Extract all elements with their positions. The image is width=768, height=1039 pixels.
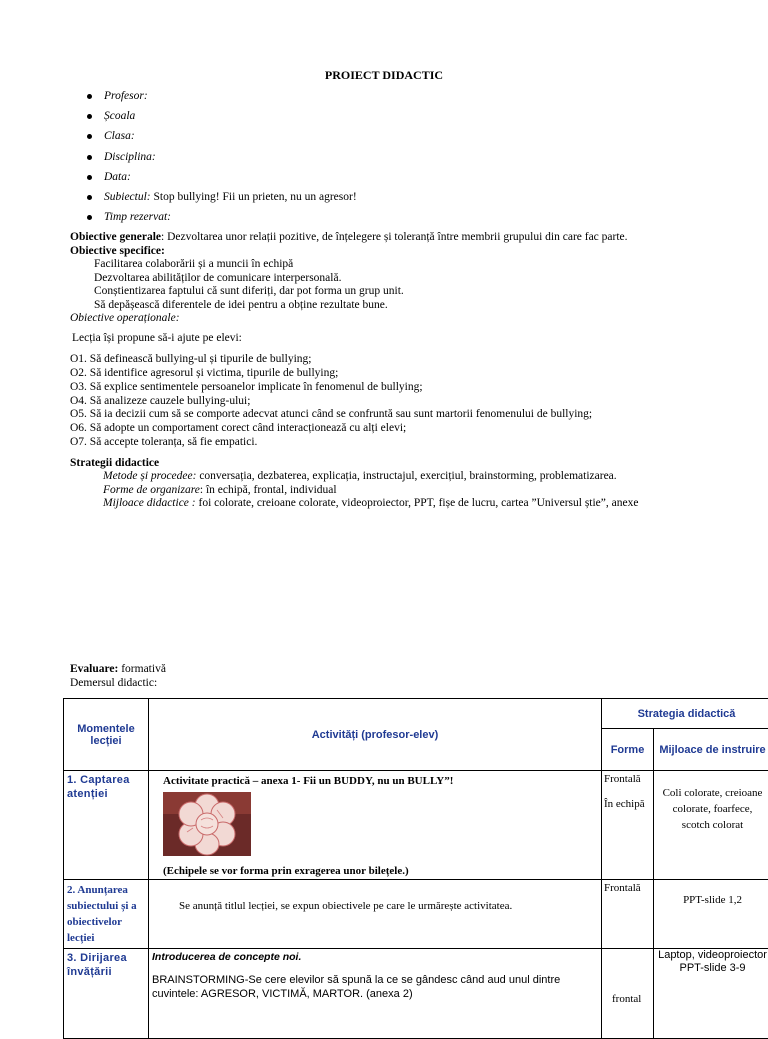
bullet-label: Clasa: (104, 130, 135, 142)
means-line (103, 496, 638, 510)
strategies-label: Strategii didactice (70, 456, 159, 470)
bullet-scoala (87, 109, 135, 123)
means-label: Mijloace didactice : (103, 497, 196, 509)
form-item: În echipă (604, 798, 651, 810)
lesson-plan-table (63, 698, 768, 1039)
methods-text: conversația, dezbaterea, explicația, instructajul, exercițiul, brainstorming, problematizarea. (196, 470, 616, 482)
table-row (64, 880, 768, 949)
activity-cell (149, 880, 602, 949)
general-objectives (70, 230, 628, 244)
bullet-timp (87, 210, 171, 224)
bullet-label: Disciplina: (104, 151, 156, 163)
lesson-intro: Lecția își propune să-i ajute pe elevi: (72, 331, 242, 345)
header-forms: Forme (602, 729, 654, 771)
general-objectives-label: Obiective generale (70, 231, 161, 243)
forms-cell (602, 949, 654, 1039)
objective-o5: O5. Să ia decizii cum să se comporte adecvat atunci când se confruntă sau sunt martorii fenomenului de bullying; (70, 407, 592, 421)
objective-o1: O1. Să definească bullying-ul și tipurile de bullying; (70, 352, 311, 366)
means-cell: Coli colorate, creioane colorate, foarfece, scotch colorat (654, 771, 768, 880)
forms-cell (602, 771, 654, 880)
objective-o4: O4. Să analizeze cauzele bullying-ului; (70, 394, 250, 408)
document-title: PROIECT DIDACTIC (0, 68, 768, 82)
bullet-dot (87, 215, 92, 220)
bullet-label: Profesor: (104, 90, 148, 102)
objective-o2: O2. Să identifice agresorul și victima, tipurile de bullying; (70, 366, 338, 380)
bullet-dot (87, 175, 92, 180)
objective-o6: O6. Să adopte un comportament corect când interacționează cu alți elevi; (70, 421, 406, 435)
bullet-data (87, 170, 131, 184)
bullet-clasa (87, 129, 135, 143)
objective-o3: O3. Să explice sentimentele persoanelor implicate în fenomenul de bullying; (70, 380, 423, 394)
bullet-dot (87, 195, 92, 200)
bullet-disciplina (87, 150, 156, 164)
bullet-label: Data: (104, 171, 131, 183)
specific-objective-item: Facilitarea colaborării și a muncii în echipă (94, 257, 293, 271)
table-row (64, 771, 768, 880)
specific-objective-item: Conștientizarea faptului că sunt diferiți, dar pot forma un grup unit. (94, 284, 404, 298)
bullet-profesor (87, 89, 148, 103)
forms-text: : în echipă, frontal, individual (200, 484, 337, 496)
specific-objective-item: Să depășească diferentele de idei pentru a obține rezultate bune. (94, 298, 388, 312)
forms-label: Forme de organizare (103, 484, 200, 496)
header-strategy: Strategia didactică (602, 699, 768, 729)
moment-cell: 3. Dirijarea învățării (64, 949, 149, 1039)
activity-cell (149, 949, 602, 1039)
bullet-label: Subiectul: (104, 191, 151, 203)
bullet-subiectul (87, 190, 357, 204)
header-means: Mijloace de instruire (654, 729, 768, 771)
table-row (64, 949, 768, 1039)
general-objectives-text: : Dezvoltarea unor relații pozitive, de înțelegere și toleranță între membrii grupului din care fac parte. (161, 231, 628, 243)
activity-title: Introducerea de concepte noi. (152, 951, 598, 963)
methods-label: Metode și procedee: (103, 470, 196, 482)
bullet-dot (87, 155, 92, 160)
form-item: Frontală (604, 773, 651, 785)
forms-cell (602, 880, 654, 949)
specific-objective-item: Dezvoltarea abilităților de comunicare interpersonală. (94, 271, 341, 285)
activity-text: BRAINSTORMING-Se cere elevilor să spună la ce se gândesc când aud unul dintre cuvintele: AGRESOR, VICTIMĂ, MARTOR. (anexa 2) (152, 973, 598, 1001)
bullet-dot (87, 134, 92, 139)
objective-o7: O7. Să accepte toleranța, să fie empatici. (70, 435, 257, 449)
means-text: foi colorate, creioane colorate, videoproiector, PPT, fișe de lucru, cartea ”Universul știe”, anexe (196, 497, 639, 509)
bullet-label: Timp rezervat: (104, 211, 171, 223)
means-cell: Laptop, videoproiector PPT-slide 3-9 (654, 949, 768, 1039)
activity-text: Se anunță titlul lecției, se expun obiectivele pe care le urmărește activitatea. (179, 900, 598, 912)
moment-cell: 2. Anunțarea subiectului și a obiectivelor lecției (64, 880, 149, 949)
bullet-value: Stop bullying! Fii un prieten, nu un agresor! (151, 191, 357, 203)
activity-cell (149, 771, 602, 880)
bullet-label: Școala (104, 110, 135, 122)
means-cell: PPT-slide 1,2 (654, 880, 768, 949)
operational-objectives-label: Obiective operaționale: (70, 311, 180, 325)
demers-label: Demersul didactic: (70, 676, 157, 690)
flower-photo-image (163, 792, 251, 856)
header-activities: Activități (profesor-elev) (149, 699, 602, 771)
activity-title: Activitate practică – anexa 1- Fii un BUDDY, nu un BULLY”! (163, 775, 598, 787)
moment-cell: 1. Captarea atenției (64, 771, 149, 880)
bullet-dot (87, 114, 92, 119)
activity-note: (Echipele se vor forma prin exragerea unor bilețele.) (163, 865, 598, 877)
header-moments: Momentele lecției (64, 699, 149, 771)
forms-line (103, 483, 337, 497)
evaluation-label: Evaluare: (70, 663, 118, 675)
evaluation-text: formativă (118, 663, 166, 675)
bullet-dot (87, 94, 92, 99)
form-item: Frontală (604, 882, 651, 894)
evaluation-line (70, 662, 166, 676)
methods-line (103, 469, 617, 483)
specific-objectives-label: Obiective specifice: (70, 244, 165, 258)
form-item: frontal (612, 993, 650, 1005)
